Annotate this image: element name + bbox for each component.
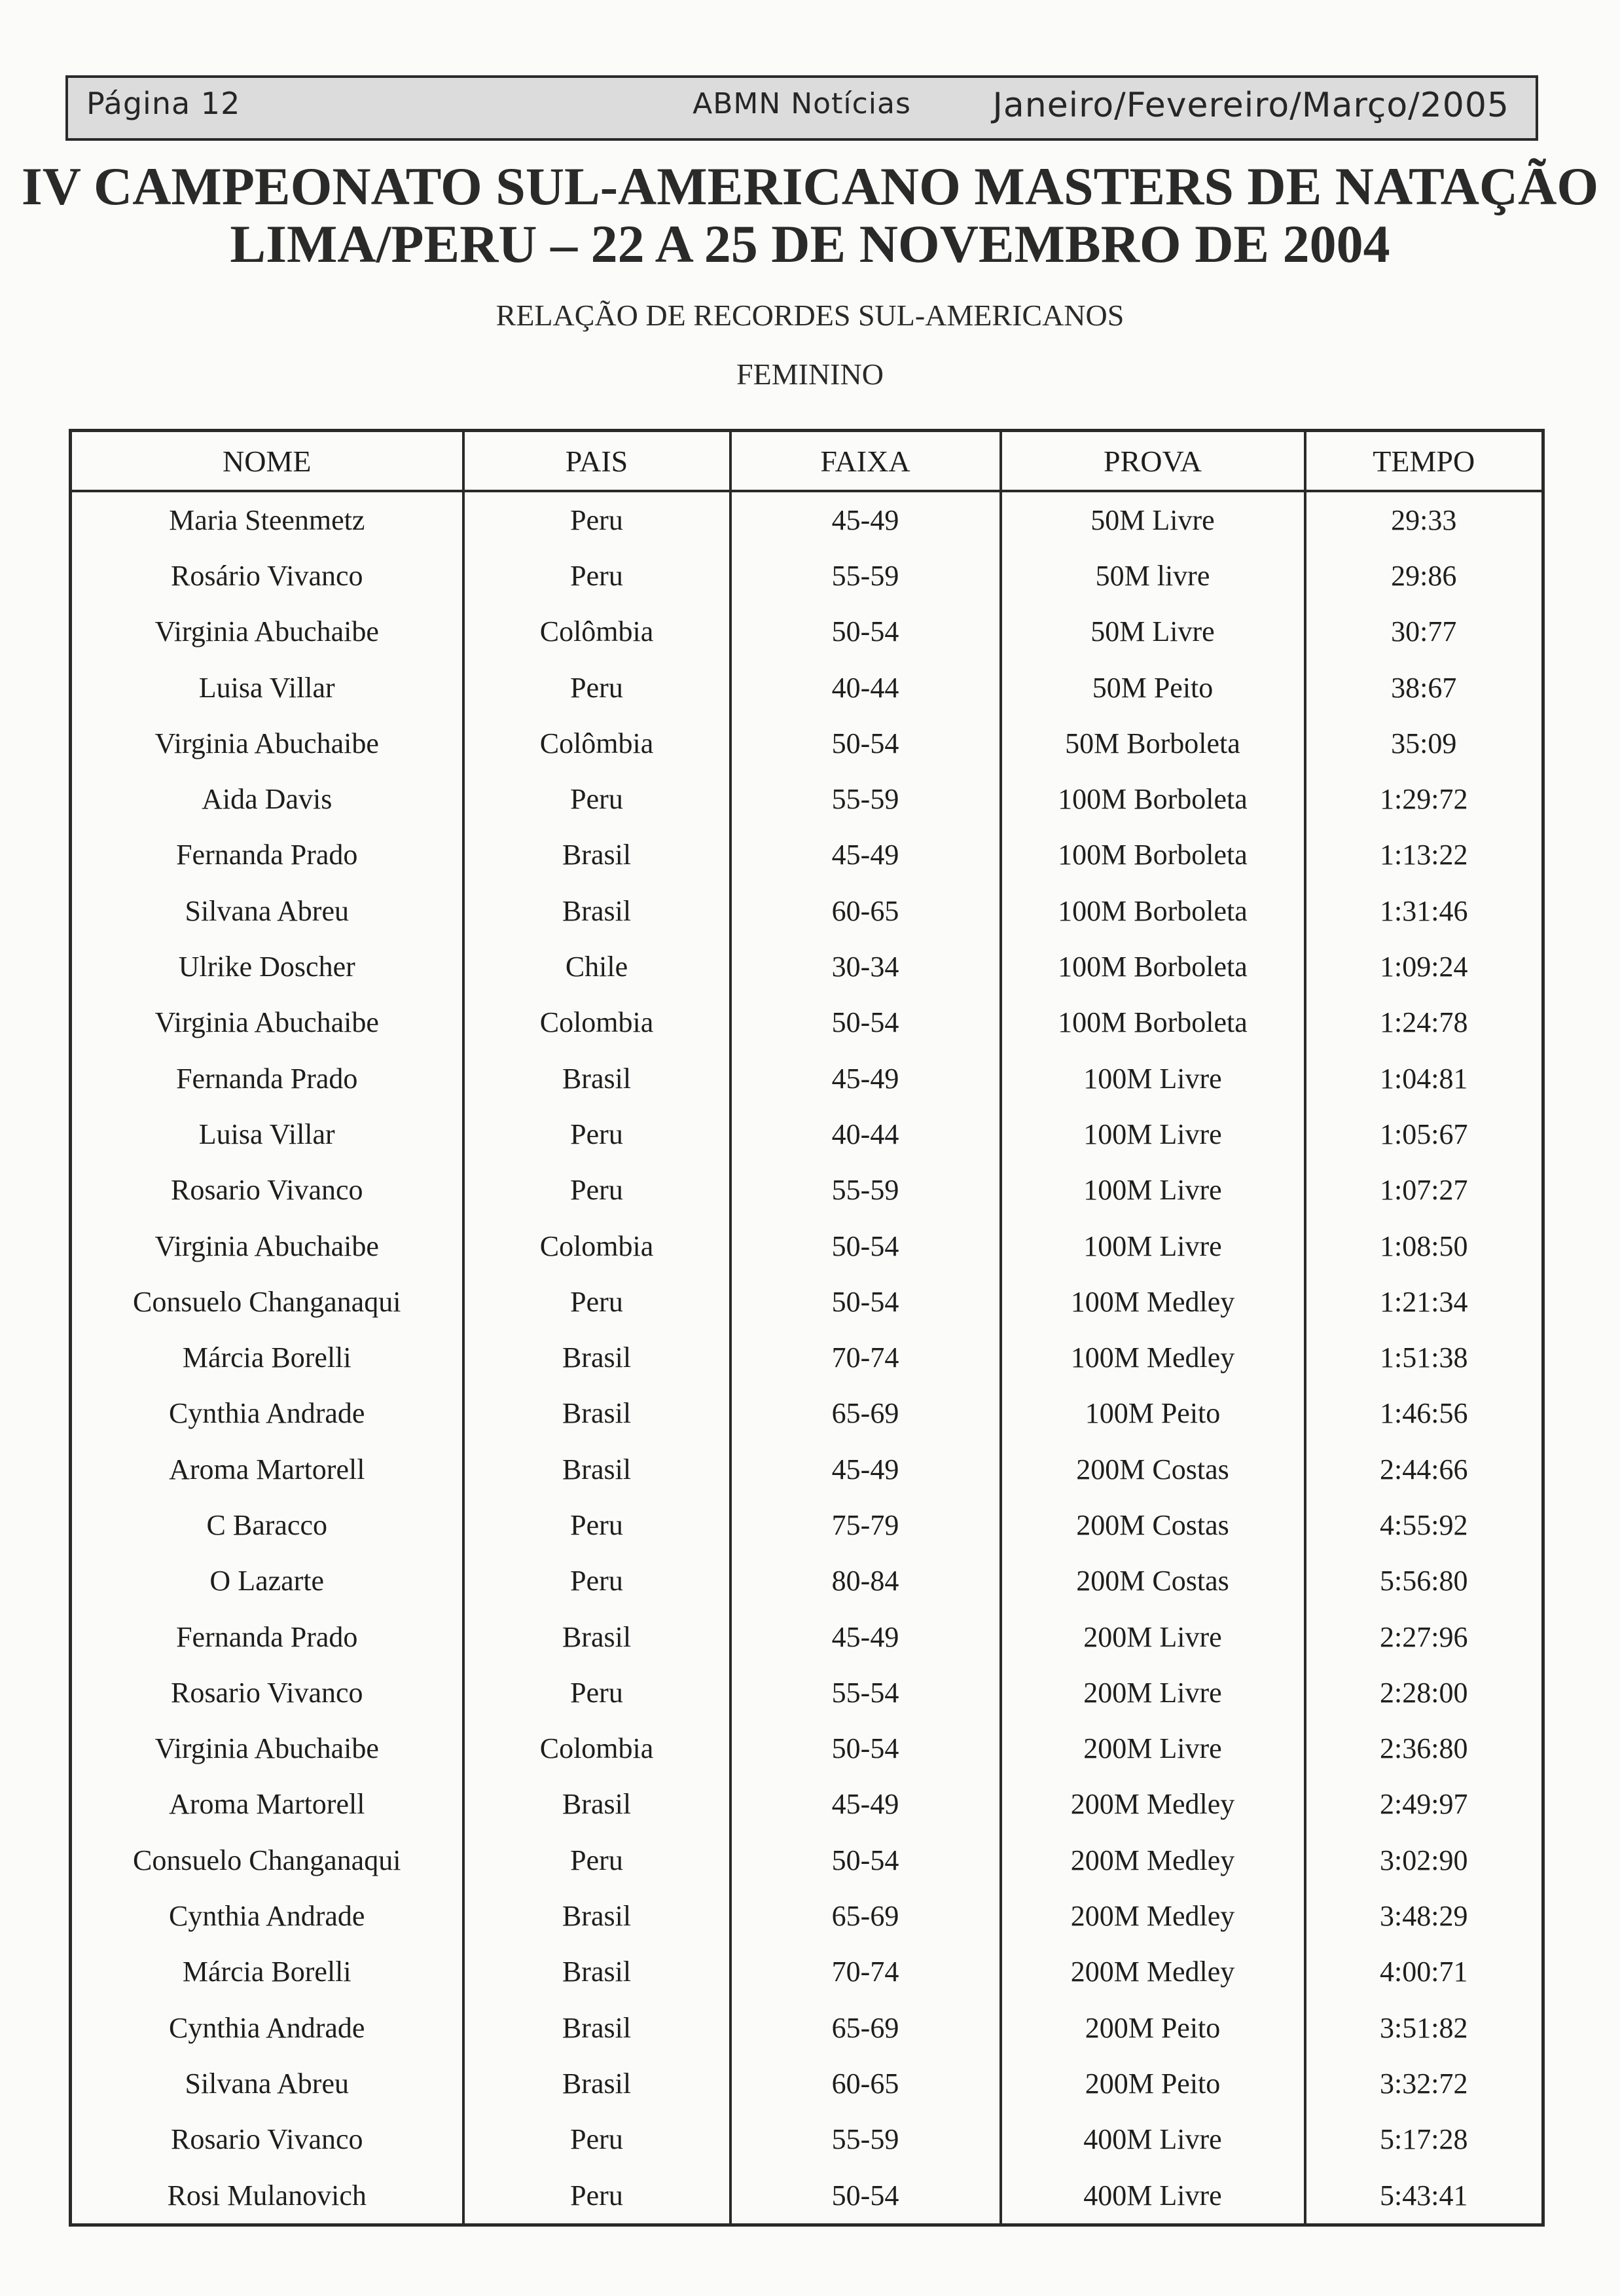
table-row	[71, 2000, 1543, 2056]
table-row	[71, 548, 1543, 604]
cell-faixa: 70-74	[730, 1330, 1001, 1385]
cell-prova: 200M Medley	[1001, 1832, 1305, 1888]
table-row	[71, 1330, 1543, 1385]
cell-prova: 100M Livre	[1001, 1106, 1305, 1162]
table-row	[71, 660, 1543, 716]
cell-faixa: 45-49	[730, 1609, 1001, 1665]
cell-tempo: 1:05:67	[1305, 1106, 1543, 1162]
cell-tempo: 2:49:97	[1305, 1777, 1543, 1832]
cell-prova: 50M Livre	[1001, 604, 1305, 660]
cell-nome: Cynthia Andrade	[169, 1900, 365, 1933]
cell-faixa: 30-34	[730, 939, 1001, 994]
cell-tempo: 1:09:24	[1305, 939, 1543, 994]
cell-tempo: 1:51:38	[1305, 1330, 1543, 1385]
table-row	[71, 1163, 1543, 1218]
cell-prova: 100M Borboleta	[1001, 771, 1305, 827]
cell-prova: 100M Medley	[1001, 1330, 1305, 1385]
cell-nome: Virginia Abuchaibe	[154, 1006, 379, 1039]
cell-pais: Peru	[463, 1554, 730, 1609]
table-row	[71, 1665, 1543, 1721]
cell-prova: 200M Costas	[1001, 1497, 1305, 1553]
cell-pais: Brasil	[463, 2056, 730, 2111]
column-header-faixa: FAIXA	[730, 431, 1001, 492]
cell-pais: Brasil	[463, 1051, 730, 1106]
table-row	[71, 604, 1543, 660]
cell-pais: Peru	[463, 1832, 730, 1888]
table-row	[71, 1944, 1543, 2000]
cell-pais: Peru	[463, 491, 730, 548]
cell-pais: Brasil	[463, 1386, 730, 1442]
cell-prova: 200M Livre	[1001, 1721, 1305, 1777]
cell-pais: Brasil	[463, 828, 730, 883]
cell-faixa: 55-59	[730, 1163, 1001, 1218]
cell-prova: 400M Livre	[1001, 2112, 1305, 2168]
cell-pais: Colombia	[463, 995, 730, 1051]
cell-faixa: 40-44	[730, 660, 1001, 716]
cell-nome: Fernanda Prado	[176, 1620, 358, 1653]
table-row	[71, 1497, 1543, 1553]
cell-pais: Colombia	[463, 1721, 730, 1777]
cell-faixa: 40-44	[730, 1106, 1001, 1162]
table-row	[71, 491, 1543, 548]
cell-tempo: 3:48:29	[1305, 1888, 1543, 1944]
cell-pais: Brasil	[463, 1330, 730, 1385]
cell-prova: 100M Livre	[1001, 1051, 1305, 1106]
cell-tempo: 1:13:22	[1305, 828, 1543, 883]
cell-faixa: 45-49	[730, 1442, 1001, 1497]
cell-pais: Colombia	[463, 1218, 730, 1274]
cell-nome: Cynthia Andrade	[169, 2011, 365, 2044]
cell-prova: 50M Borboleta	[1001, 716, 1305, 771]
cell-pais: Brasil	[463, 2000, 730, 2056]
cell-nome: Aroma Martorell	[169, 1453, 365, 1485]
cell-prova: 50M Livre	[1001, 491, 1305, 548]
records-table	[69, 429, 1545, 2227]
table-row	[71, 716, 1543, 771]
column-header-pais: PAIS	[463, 431, 730, 492]
cell-faixa: 70-74	[730, 1944, 1001, 2000]
cell-nome: Virginia Abuchaibe	[154, 1732, 379, 1765]
cell-tempo: 1:08:50	[1305, 1218, 1543, 1274]
cell-prova: 200M Medley	[1001, 1888, 1305, 1944]
cell-pais: Peru	[463, 548, 730, 604]
table-row	[71, 771, 1543, 827]
cell-faixa: 60-65	[730, 2056, 1001, 2111]
table-row	[71, 1832, 1543, 1888]
table-row	[71, 2112, 1543, 2168]
cell-nome: Márcia Borelli	[182, 1956, 351, 1988]
cell-nome: Luisa Villar	[198, 1118, 335, 1150]
page-header-bar	[65, 75, 1538, 141]
cell-faixa: 50-54	[730, 2168, 1001, 2225]
cell-faixa: 75-79	[730, 1497, 1001, 1553]
cell-nome: Rosario Vivanco	[171, 2123, 363, 2156]
cell-prova: 200M Peito	[1001, 2000, 1305, 2056]
page-number: Página 12	[86, 86, 241, 121]
table-header-row	[71, 431, 1543, 492]
cell-prova: 400M Livre	[1001, 2168, 1305, 2225]
cell-faixa: 50-54	[730, 604, 1001, 660]
cell-pais: Brasil	[463, 1888, 730, 1944]
table-row	[71, 1777, 1543, 1832]
issue-date: Janeiro/Fevereiro/Março/2005	[992, 86, 1509, 125]
cell-pais: Peru	[463, 1497, 730, 1553]
cell-faixa: 50-54	[730, 1218, 1001, 1274]
table-row	[71, 1218, 1543, 1274]
cell-prova: 200M Livre	[1001, 1665, 1305, 1721]
cell-faixa: 50-54	[730, 1274, 1001, 1330]
cell-tempo: 2:28:00	[1305, 1665, 1543, 1721]
cell-faixa: 60-65	[730, 883, 1001, 939]
table-row	[71, 1888, 1543, 1944]
cell-tempo: 30:77	[1305, 604, 1543, 660]
cell-tempo: 1:29:72	[1305, 771, 1543, 827]
cell-faixa: 55-59	[730, 771, 1001, 827]
table-row	[71, 828, 1543, 883]
cell-tempo: 35:09	[1305, 716, 1543, 771]
cell-pais: Brasil	[463, 1442, 730, 1497]
cell-nome: Luisa Villar	[198, 671, 335, 704]
cell-tempo: 1:24:78	[1305, 995, 1543, 1051]
cell-prova: 100M Peito	[1001, 1386, 1305, 1442]
cell-faixa: 80-84	[730, 1554, 1001, 1609]
cell-faixa: 65-69	[730, 2000, 1001, 2056]
cell-tempo: 4:00:71	[1305, 1944, 1543, 2000]
table-row	[71, 1274, 1543, 1330]
table-row	[71, 1721, 1543, 1777]
cell-prova: 100M Livre	[1001, 1218, 1305, 1274]
cell-faixa: 50-54	[730, 1832, 1001, 1888]
cell-tempo: 1:46:56	[1305, 1386, 1543, 1442]
cell-tempo: 1:07:27	[1305, 1163, 1543, 1218]
cell-nome: Rosi Mulanovich	[167, 2179, 367, 2212]
cell-prova: 100M Borboleta	[1001, 883, 1305, 939]
cell-nome: Virginia Abuchaibe	[154, 615, 379, 648]
cell-faixa: 50-54	[730, 1721, 1001, 1777]
cell-tempo: 4:55:92	[1305, 1497, 1543, 1553]
cell-prova: 200M Peito	[1001, 2056, 1305, 2111]
table-row	[71, 883, 1543, 939]
cell-faixa: 55-59	[730, 2112, 1001, 2168]
cell-pais: Brasil	[463, 1777, 730, 1832]
cell-faixa: 45-49	[730, 1051, 1001, 1106]
column-header-nome: NOME	[71, 431, 463, 492]
cell-nome: Ulrike Doscher	[178, 951, 355, 983]
cell-nome: C Baracco	[206, 1508, 327, 1541]
cell-prova: 100M Borboleta	[1001, 828, 1305, 883]
cell-tempo: 3:02:90	[1305, 1832, 1543, 1888]
table-row	[71, 1554, 1543, 1609]
cell-tempo: 5:17:28	[1305, 2112, 1543, 2168]
cell-prova: 200M Livre	[1001, 1609, 1305, 1665]
cell-nome: Aroma Martorell	[169, 1788, 365, 1821]
cell-nome: Silvana Abreu	[185, 2067, 349, 2100]
cell-tempo: 1:04:81	[1305, 1051, 1543, 1106]
cell-faixa: 55-59	[730, 548, 1001, 604]
cell-tempo: 1:21:34	[1305, 1274, 1543, 1330]
cell-tempo: 29:86	[1305, 548, 1543, 604]
cell-nome: Silvana Abreu	[185, 894, 349, 927]
column-header-tempo: TEMPO	[1305, 431, 1543, 492]
cell-pais: Peru	[463, 2112, 730, 2168]
cell-prova: 50M livre	[1001, 548, 1305, 604]
cell-tempo: 1:31:46	[1305, 883, 1543, 939]
cell-tempo: 3:32:72	[1305, 2056, 1543, 2111]
cell-tempo: 5:56:80	[1305, 1554, 1543, 1609]
championship-location-date: LIMA/PERU – 22 A 25 DE NOVEMBRO DE 2004	[230, 214, 1390, 274]
cell-tempo: 38:67	[1305, 660, 1543, 716]
cell-nome: Consuelo Changanaqui	[133, 1844, 401, 1876]
cell-pais: Peru	[463, 771, 730, 827]
cell-pais: Peru	[463, 660, 730, 716]
table-row	[71, 939, 1543, 994]
cell-pais: Peru	[463, 1274, 730, 1330]
table-row	[71, 2056, 1543, 2111]
category-heading: FEMININO	[736, 357, 884, 391]
cell-prova: 200M Medley	[1001, 1944, 1305, 2000]
cell-pais: Peru	[463, 2168, 730, 2225]
cell-faixa: 45-49	[730, 828, 1001, 883]
column-header-prova: PROVA	[1001, 431, 1305, 492]
cell-tempo: 2:27:96	[1305, 1609, 1543, 1665]
table-row	[71, 2168, 1543, 2225]
table-row	[71, 1442, 1543, 1497]
table-row	[71, 1106, 1543, 1162]
cell-nome: Fernanda Prado	[176, 1062, 358, 1095]
cell-prova: 100M Borboleta	[1001, 995, 1305, 1051]
cell-prova: 100M Medley	[1001, 1274, 1305, 1330]
cell-faixa: 50-54	[730, 716, 1001, 771]
cell-faixa: 50-54	[730, 995, 1001, 1051]
cell-nome: O Lazarte	[209, 1565, 325, 1597]
cell-nome: Rosario Vivanco	[171, 1676, 363, 1709]
cell-tempo: 5:43:41	[1305, 2168, 1543, 2225]
cell-nome: Rosário Vivanco	[171, 559, 363, 592]
cell-nome: Consuelo Changanaqui	[133, 1285, 401, 1318]
cell-nome: Rosario Vivanco	[171, 1174, 363, 1207]
records-table-body	[71, 491, 1543, 2225]
cell-prova: 100M Borboleta	[1001, 939, 1305, 994]
cell-prova: 50M Peito	[1001, 660, 1305, 716]
publication-name: ABMN Notícias	[693, 87, 911, 120]
cell-prova: 200M Costas	[1001, 1442, 1305, 1497]
cell-nome: Virginia Abuchaibe	[154, 1230, 379, 1262]
table-row	[71, 995, 1543, 1051]
cell-faixa: 45-49	[730, 1777, 1001, 1832]
cell-nome: Fernanda Prado	[176, 839, 358, 871]
cell-faixa: 45-49	[730, 491, 1001, 548]
table-row	[71, 1609, 1543, 1665]
cell-nome: Aida Davis	[202, 783, 333, 816]
cell-pais: Peru	[463, 1106, 730, 1162]
cell-pais: Brasil	[463, 1609, 730, 1665]
cell-pais: Brasil	[463, 883, 730, 939]
cell-pais: Peru	[463, 1665, 730, 1721]
cell-nome: Virginia Abuchaibe	[154, 727, 379, 759]
championship-title: IV CAMPEONATO SUL-AMERICANO MASTERS DE NATAÇÃO	[21, 156, 1599, 216]
table-row	[71, 1051, 1543, 1106]
cell-faixa: 55-54	[730, 1665, 1001, 1721]
cell-faixa: 65-69	[730, 1888, 1001, 1944]
cell-pais: Brasil	[463, 1944, 730, 2000]
cell-pais: Colômbia	[463, 604, 730, 660]
cell-nome: Cynthia Andrade	[169, 1397, 365, 1430]
table-row	[71, 1386, 1543, 1442]
cell-tempo: 2:44:66	[1305, 1442, 1543, 1497]
cell-pais: Peru	[463, 1163, 730, 1218]
cell-faixa: 65-69	[730, 1386, 1001, 1442]
cell-nome: Maria Steenmetz	[169, 503, 365, 536]
cell-tempo: 29:33	[1305, 491, 1543, 548]
cell-tempo: 2:36:80	[1305, 1721, 1543, 1777]
cell-prova: 100M Livre	[1001, 1163, 1305, 1218]
cell-tempo: 3:51:82	[1305, 2000, 1543, 2056]
cell-prova: 200M Costas	[1001, 1554, 1305, 1609]
cell-nome: Márcia Borelli	[182, 1341, 351, 1374]
cell-pais: Chile	[463, 939, 730, 994]
records-list-heading: RELAÇÃO DE RECORDES SUL-AMERICANOS	[495, 299, 1125, 332]
cell-pais: Colômbia	[463, 716, 730, 771]
cell-prova: 200M Medley	[1001, 1777, 1305, 1832]
